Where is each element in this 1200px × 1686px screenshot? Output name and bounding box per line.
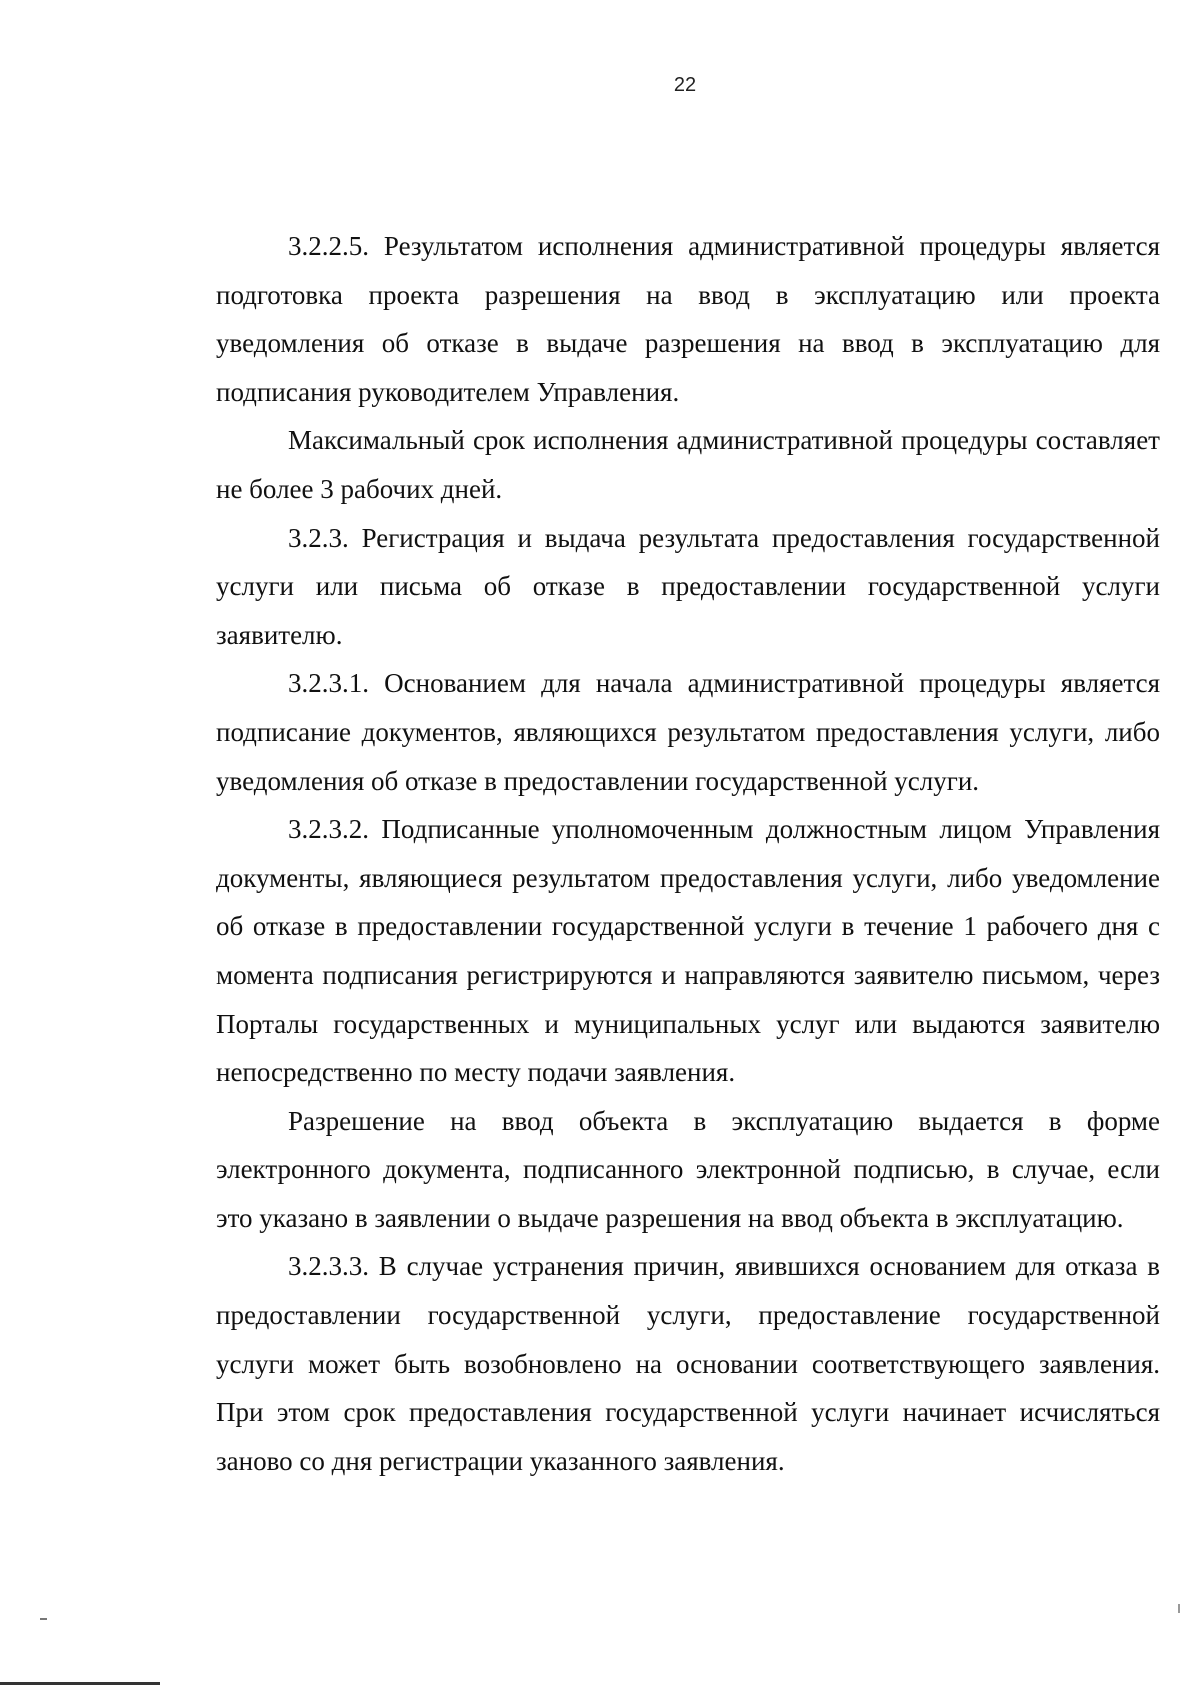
paragraph-3-2-3: 3.2.3. Регистрация и выдача результата предоставления государственной услуги или письма об отказе в предоставлении государственной услуги заявителю. bbox=[216, 522, 1160, 650]
paragraph-3-2-3-2: 3.2.3.2. Подписанные уполномоченным должностным лицом Управления документы, являющиеся результатом предоставления услуги, либо уведомление об отказе в предоставлении государственной услуги в течение 1 рабочего дня с момента подписания регистрируются и направляются заявителю письмом, через Порталы государственных и муниципальных услуг или выдаются заявителю непосредственно по месту подачи заявления. bbox=[216, 814, 1160, 1088]
scan-artifact-bottom-edge bbox=[0, 1682, 160, 1685]
paragraph-3-2-2-5: 3.2.2.5. Результатом исполнения административной процедуры является подготовка проекта разрешения на ввод в эксплуатацию или проекта уведомления об отказе в выдаче разрешения на ввод в эксплуатацию для подписания руководителем Управления. bbox=[216, 231, 1160, 407]
paragraph-3-2-3-3: 3.2.3.3. В случае устранения причин, явившихся основанием для отказа в предоставлении государственной услуги, предоставление государственной услуги может быть возобновлено на основании соответствующего заявления. При этом срок предоставления государственной услуги начинает исчисляться заново со дня регистрации указанного заявления. bbox=[216, 1251, 1160, 1476]
paragraph-max-term: Максимальный срок исполнения административной процедуры составляет не более 3 рабочих дней. bbox=[216, 425, 1160, 504]
scan-artifact-right bbox=[1178, 1604, 1180, 1613]
paragraph-permit-electronic: Разрешение на ввод объекта в эксплуатацию выдается в форме электронного документа, подписанного электронной подписью, в случае, если это указано в заявлении о выдаче разрешения на ввод объекта в эксплуатацию. bbox=[216, 1105, 1160, 1233]
paragraph-3-2-3-1: 3.2.3.1. Основанием для начала административной процедуры является подписание документов, являющихся результатом предоставления услуги, либо уведомления об отказе в предоставлении государственной услуги. bbox=[216, 668, 1160, 796]
scan-artifact-left bbox=[40, 1618, 47, 1620]
document-body bbox=[216, 222, 1160, 1485]
page-number: 22 bbox=[673, 74, 697, 96]
